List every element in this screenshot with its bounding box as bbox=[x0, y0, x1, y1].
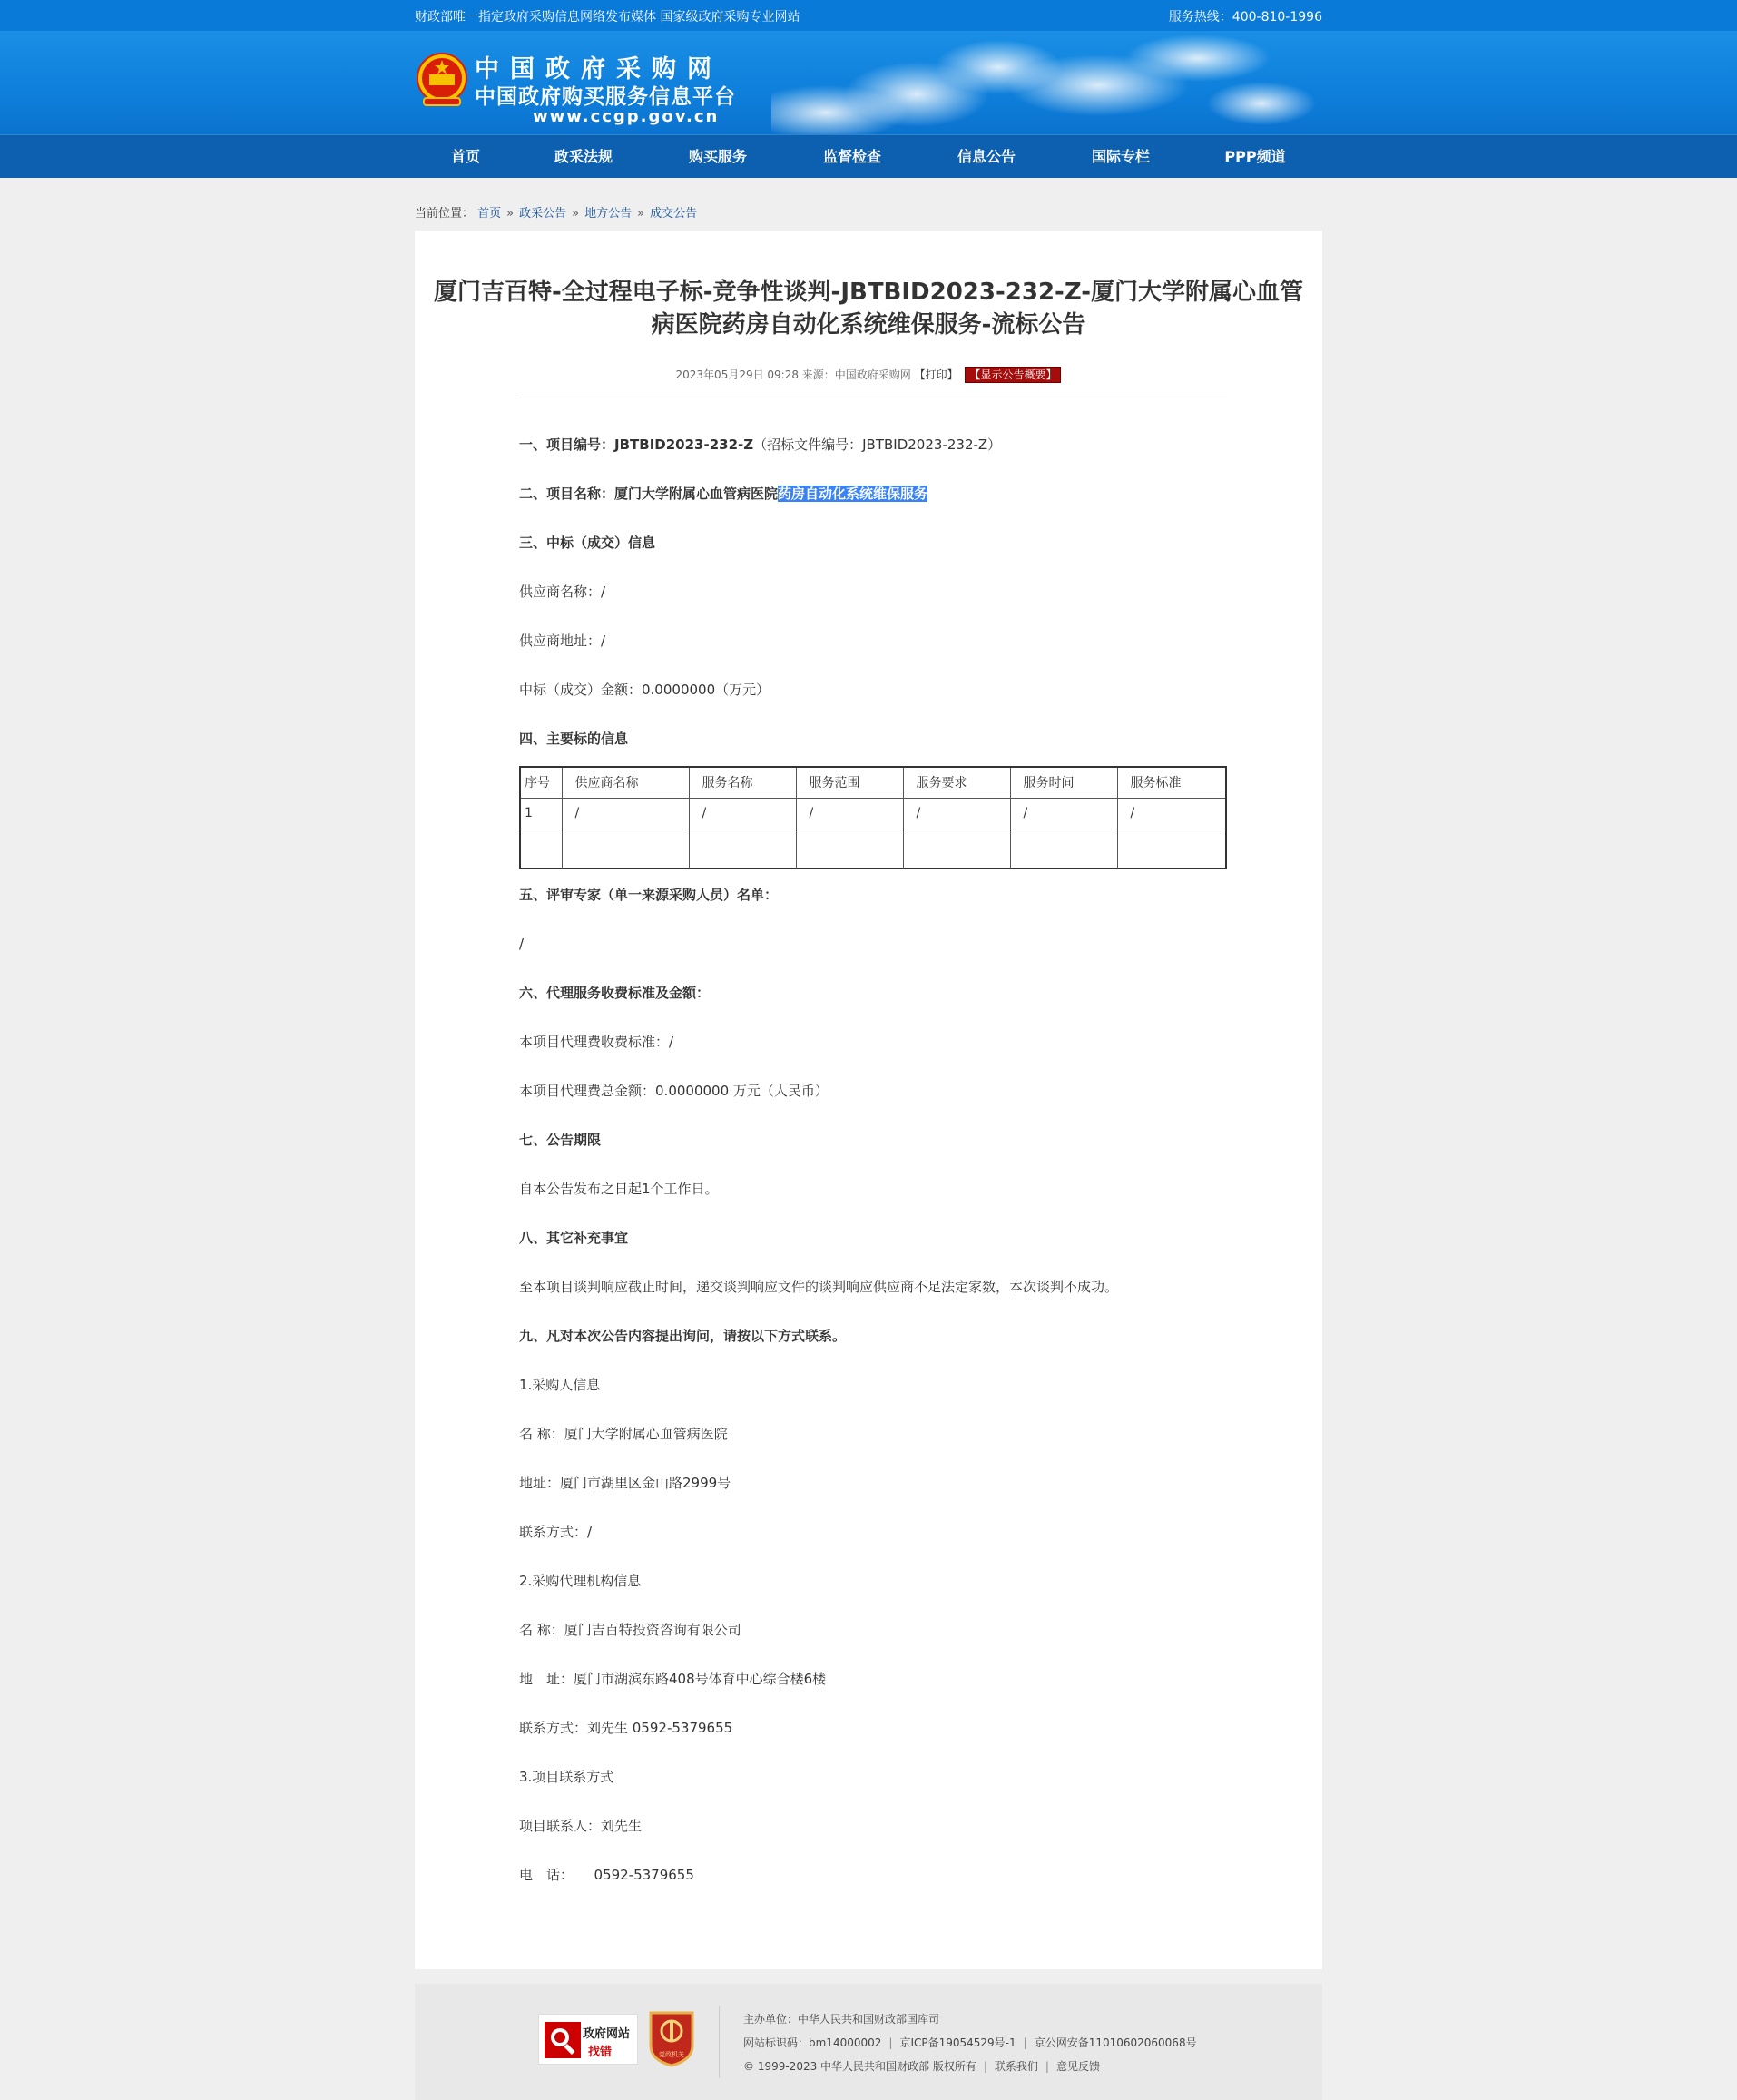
project-name-value: 厦门大学附属心血管病医院 bbox=[614, 486, 779, 502]
footer-divider bbox=[719, 2006, 720, 2078]
site-footer bbox=[415, 1984, 1322, 2100]
copyright: © 1999-2023 中华人民共和国财政部 版权所有 bbox=[743, 2060, 976, 2073]
section-6-heading bbox=[519, 984, 710, 1002]
table-cell: / bbox=[796, 798, 903, 829]
contact-us-link[interactable]: 联系我们 bbox=[994, 2060, 1038, 2073]
service-hotline: 服务热线：400-810-1996 bbox=[1168, 10, 1322, 25]
section-8-heading-text: 八、其它补充事宜 bbox=[519, 1230, 629, 1246]
cloud-decoration bbox=[771, 31, 1316, 134]
table-cell: 1 bbox=[520, 798, 562, 829]
agency-fee-standard: 本项目代理费收费标准：/ bbox=[519, 1034, 674, 1050]
project-number-note: （招标文件编号：JBTBID2023-232-Z） bbox=[753, 437, 1002, 453]
site-banner bbox=[0, 31, 1737, 134]
table-header-cell: 服务要求 bbox=[903, 767, 1010, 798]
gov-site-error-report-logo[interactable] bbox=[538, 2014, 638, 2065]
notice-period: 自本公告发布之日起1个工作日。 bbox=[519, 1181, 719, 1197]
purchaser-info-heading: 1.采购人信息 bbox=[519, 1377, 601, 1393]
table-header-cell: 供应商名称 bbox=[562, 767, 689, 798]
site-logo[interactable] bbox=[415, 47, 778, 129]
section-9-heading bbox=[519, 1327, 846, 1345]
agency-fee-total: 本项目代理费总金额：0.0000000 万元（人民币） bbox=[519, 1083, 829, 1099]
purchaser-name: 名 称：厦门大学附属心血管病医院 bbox=[519, 1426, 728, 1442]
site-slogan: 财政部唯一指定政府采购信息网络发布媒体 国家级政府采购专业网站 bbox=[415, 10, 800, 25]
nav-item-notices[interactable]: 信息公告 bbox=[957, 148, 1016, 165]
breadcrumb-separator: » bbox=[506, 207, 515, 221]
table-header-cell: 服务名称 bbox=[689, 767, 796, 798]
error-report-text: 找错 bbox=[588, 2046, 613, 2059]
feedback-link[interactable]: 意见反馈 bbox=[1055, 2060, 1100, 2073]
project-contact-person: 项目联系人：刘先生 bbox=[519, 1818, 643, 1834]
table-cell bbox=[796, 829, 903, 868]
gov-site-text: 政府网站 bbox=[583, 2027, 631, 2041]
section-5-heading bbox=[519, 886, 778, 904]
article-meta bbox=[415, 367, 1322, 383]
section-8-heading bbox=[519, 1229, 628, 1247]
nav-item-home[interactable]: 首页 bbox=[450, 148, 480, 165]
breadcrumb-procurement-notices[interactable]: 政采公告 bbox=[519, 207, 567, 221]
logo-subtitle: 中国政府购买服务信息平台 bbox=[475, 85, 736, 109]
footer-separator: | bbox=[1045, 2060, 1049, 2073]
table-header-row bbox=[520, 767, 1226, 798]
purchaser-contact: 联系方式：/ bbox=[519, 1524, 593, 1540]
table-row-empty bbox=[520, 829, 1226, 868]
subject-info-table bbox=[519, 766, 1227, 869]
agency-info-heading: 2.采购代理机构信息 bbox=[519, 1573, 642, 1589]
national-emblem-icon bbox=[415, 51, 469, 111]
site-ids bbox=[743, 2035, 1197, 2050]
table-cell bbox=[520, 829, 562, 868]
project-number bbox=[519, 436, 1001, 454]
nav-list bbox=[415, 135, 1322, 179]
section-5-heading-text: 五、评审专家（单一来源采购人员）名单： bbox=[519, 887, 779, 903]
supplier-address: 供应商地址：/ bbox=[519, 633, 606, 649]
table-header-cell: 序号 bbox=[520, 767, 562, 798]
project-number-label: 一、项目编号： bbox=[519, 437, 615, 453]
table-row bbox=[520, 798, 1226, 829]
copyright-line bbox=[743, 2058, 1100, 2074]
logo-url: www.ccgp.gov.cn bbox=[533, 107, 720, 126]
breadcrumb-local-notices[interactable]: 地方公告 bbox=[584, 207, 633, 221]
magnifier-icon bbox=[545, 2022, 581, 2058]
party-government-badge-label: 党政机关 bbox=[659, 2051, 684, 2058]
police-record[interactable]: 京公网安备11010602060068号 bbox=[1034, 2036, 1197, 2049]
table-cell: / bbox=[903, 798, 1010, 829]
breadcrumb-separator: » bbox=[572, 207, 580, 221]
breadcrumb-deal-notices[interactable]: 成交公告 bbox=[650, 207, 698, 221]
show-summary-button[interactable]: 【显示公告概要】 bbox=[965, 367, 1061, 383]
supplementary-note: 至本项目谈判响应截止时间，递交谈判响应文件的谈判响应供应商不足法定家数，本次谈判不成功。 bbox=[519, 1279, 1119, 1295]
article-title bbox=[427, 276, 1310, 341]
logo-title: 中国政府采购网 bbox=[475, 55, 722, 83]
agency-contact: 联系方式：刘先生 0592-5379655 bbox=[519, 1720, 733, 1736]
host-unit: 主办单位：中华人民共和国财政部国库司 bbox=[743, 2013, 940, 2026]
table-cell bbox=[1117, 829, 1226, 868]
breadcrumb-separator: » bbox=[637, 207, 645, 221]
article-title-line1: 厦门吉百特-全过程电子标-竞争性谈判-JBTBID2023-232-Z-厦门大学附属心血管 bbox=[433, 279, 1304, 306]
table-header-cell: 服务范围 bbox=[796, 767, 903, 798]
table-cell bbox=[562, 829, 689, 868]
section-3-heading-text: 三、中标（成交）信息 bbox=[519, 535, 656, 551]
breadcrumb-home[interactable]: 首页 bbox=[477, 207, 502, 221]
footer-separator: | bbox=[1023, 2036, 1027, 2049]
nav-item-purchase-service[interactable]: 购买服务 bbox=[688, 148, 747, 165]
table-cell: / bbox=[1117, 798, 1226, 829]
breadcrumb bbox=[415, 203, 697, 221]
agency-address: 地 址：厦门市湖滨东路408号体育中心综合楼6楼 bbox=[519, 1671, 827, 1687]
article-title-line2: 病医院药房自动化系统维保服务-流标公告 bbox=[651, 311, 1086, 339]
project-name-label: 二、项目名称： bbox=[519, 486, 615, 502]
supplier-name: 供应商名称：/ bbox=[519, 584, 606, 600]
purchaser-address: 地址：厦门市湖里区金山路2999号 bbox=[519, 1475, 731, 1491]
party-government-badge-icon[interactable] bbox=[647, 2009, 696, 2067]
article-card bbox=[415, 231, 1322, 1969]
nav-item-ppp[interactable]: PPP频道 bbox=[1224, 148, 1286, 165]
table-cell bbox=[689, 829, 796, 868]
publish-info: 2023年05月29日 09:28 来源：中国政府采购网 bbox=[675, 368, 915, 381]
print-link[interactable]: 【打印】 bbox=[914, 368, 958, 381]
table-header-cell: 服务时间 bbox=[1010, 767, 1117, 798]
nav-item-regulations[interactable]: 政采法规 bbox=[554, 148, 613, 165]
project-name bbox=[519, 485, 927, 503]
agency-name: 名 称：厦门吉百特投资咨询有限公司 bbox=[519, 1622, 741, 1638]
section-3-heading bbox=[519, 534, 655, 552]
table-cell: / bbox=[1010, 798, 1117, 829]
section-4-heading-text: 四、主要标的信息 bbox=[519, 731, 629, 747]
footer-separator: | bbox=[983, 2060, 987, 2073]
table-cell bbox=[903, 829, 1010, 868]
table-cell: / bbox=[689, 798, 796, 829]
top-strip bbox=[0, 0, 1737, 31]
main-nav bbox=[0, 134, 1737, 178]
section-6-heading-text: 六、代理服务收费标准及金额： bbox=[519, 985, 711, 1001]
deal-amount: 中标（成交）金额：0.0000000（万元） bbox=[519, 682, 770, 698]
nav-item-supervision[interactable]: 监督检查 bbox=[822, 148, 881, 165]
selected-text-highlight: 药房自动化系统维保服务 bbox=[778, 486, 928, 502]
icp-record[interactable]: 京ICP备19054529号-1 bbox=[899, 2036, 1016, 2049]
table-cell bbox=[1010, 829, 1117, 868]
project-contact-heading: 3.项目联系方式 bbox=[519, 1769, 614, 1785]
expert-list: / bbox=[519, 936, 525, 952]
section-7-heading-text: 七、公告期限 bbox=[519, 1132, 602, 1148]
table-cell: / bbox=[562, 798, 689, 829]
nav-item-international[interactable]: 国际专栏 bbox=[1091, 148, 1150, 165]
site-code: 网站标识码：bm14000002 bbox=[743, 2036, 882, 2049]
section-4-heading bbox=[519, 730, 628, 748]
section-7-heading bbox=[519, 1131, 601, 1149]
table-header-cell: 服务标准 bbox=[1117, 767, 1226, 798]
project-number-value: JBTBID2023-232-Z bbox=[614, 437, 754, 453]
breadcrumb-label: 当前位置： bbox=[415, 207, 475, 221]
footer-separator: | bbox=[888, 2036, 893, 2049]
project-contact-phone: 电 话： 0592-5379655 bbox=[519, 1867, 694, 1883]
section-9-heading-text: 九、凡对本次公告内容提出询问，请按以下方式联系。 bbox=[519, 1328, 847, 1344]
